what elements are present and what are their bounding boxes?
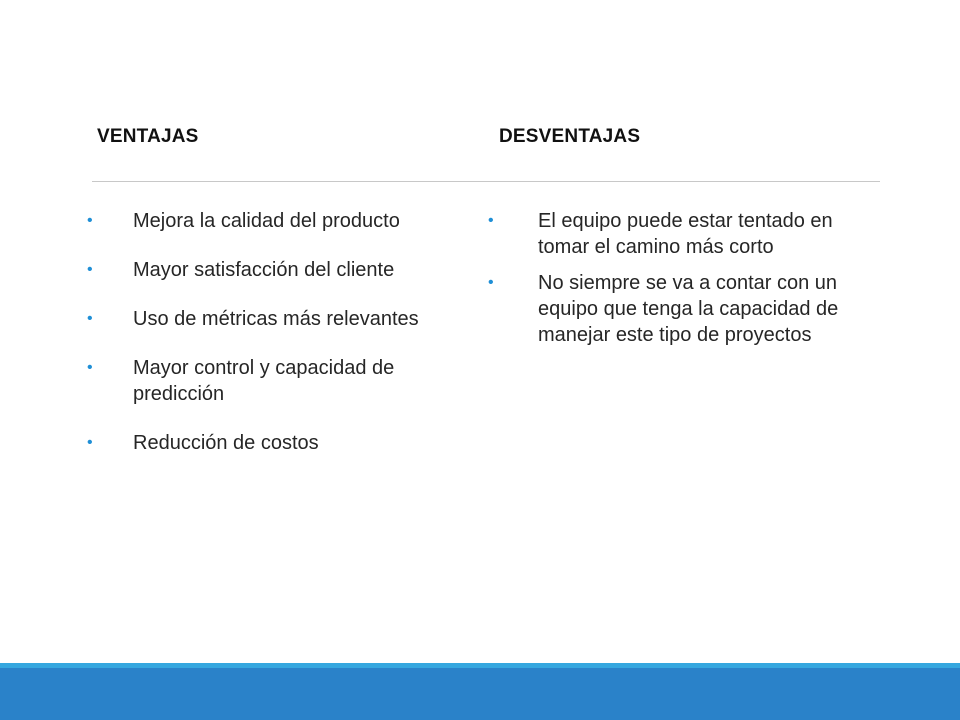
bullet-icon: •: [87, 310, 93, 327]
list-item-text: Reducción de costos: [133, 432, 319, 454]
bullet-icon: •: [87, 212, 93, 229]
ventajas-list: [87, 208, 472, 479]
list-item-text: Mejora la calidad del producto: [133, 210, 400, 232]
list-item: [87, 306, 472, 332]
list-item-text: Mayor satisfacción del cliente: [133, 259, 395, 281]
list-item-text: No siempre se va a contar con un equipo que tenga la capacidad de manejar este tipo de proyectos: [538, 272, 839, 346]
bullet-icon: •: [488, 212, 494, 229]
bullet-icon: •: [87, 434, 93, 451]
desventajas-list: [488, 208, 880, 358]
list-item: [87, 355, 472, 407]
list-item-text: Mayor control y capacidad de predicción: [133, 357, 395, 405]
ventajas-heading: VENTAJAS: [97, 126, 199, 147]
list-item-text: El equipo puede estar tentado en tomar el camino más corto: [538, 210, 833, 258]
header-divider: [92, 181, 880, 182]
footer-bar: [0, 668, 960, 720]
list-item: [488, 270, 880, 348]
list-item: [488, 208, 880, 260]
list-item: [87, 430, 472, 456]
list-item: [87, 257, 472, 283]
bullet-icon: •: [87, 261, 93, 278]
desventajas-heading: DESVENTAJAS: [499, 126, 641, 147]
bullet-icon: •: [87, 359, 93, 376]
list-item: [87, 208, 472, 234]
bullet-icon: •: [488, 274, 494, 291]
list-item-text: Uso de métricas más relevantes: [133, 308, 419, 330]
